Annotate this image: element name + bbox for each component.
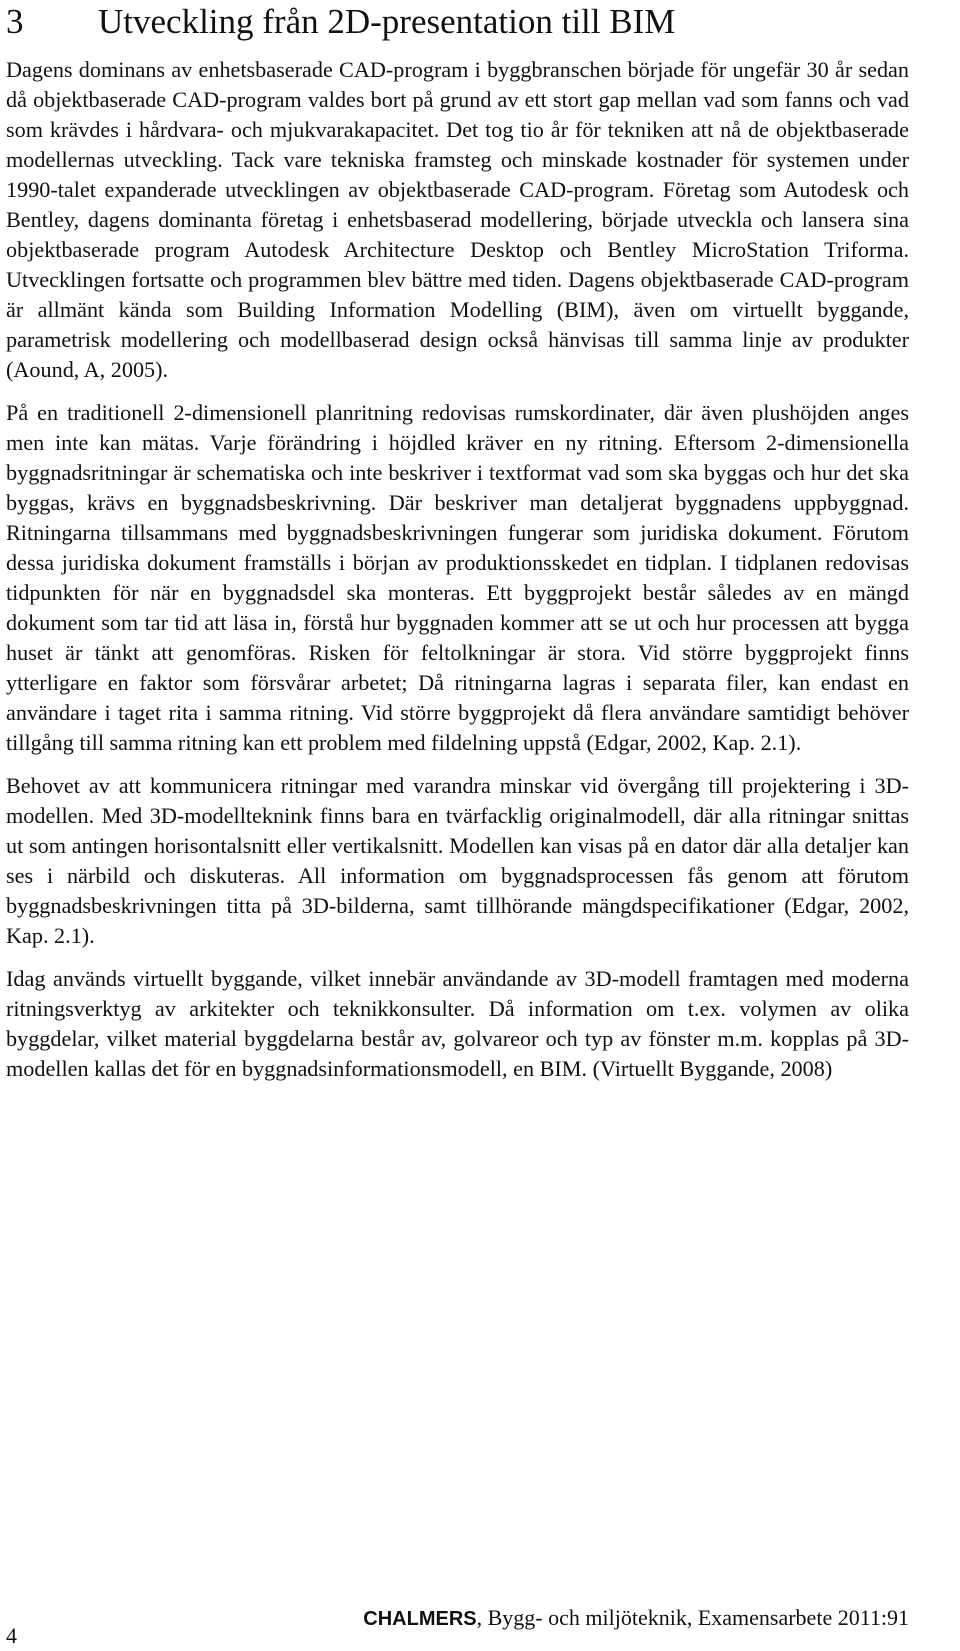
paragraph-2: På en traditionell 2-dimensionell planritning redovisas rumskordinater, där även plushöjden anges men inte kan mätas. Varje förändring i höjdled kräver en ny ritning. Eftersom 2-dimensionella byggnadsritningar är schematiska och inte beskriver i textformat vad som ska byggas och hur det ska byggas, krävs en byggnadsbeskrivning. Där beskriver man detaljerat byggnadens uppbyggnad. Ritningarna tillsammans med byggnadsbeskrivningen fungerar som juridiska dokument. Förutom dessa juridiska dokument framställs i början av produktionsskedet en tidplan. I tidplanen redovisas tidpunkten för när en byggnadsdel ska monteras. Ett byggprojekt består således av en mängd dokument som tar tid att läsa in, förstå hur byggnaden kommer att se ut och hur processen att bygga huset är tänkt att genomföras. Risken för feltolkningar är stora. Vid större byggprojekt finns ytterligare en faktor som försvårar arbetet; Då ritningarna lagras i separata filer, kan endast en användare i taget rita i samma ritning. Vid större byggprojekt då flera användare samtidigt behöver tillgång till samma ritning kan ett problem med fildelning uppstå (Edgar, 2002, Kap. 2.1).: [6, 400, 909, 755]
footer-brand: CHALMERS: [363, 1608, 477, 1630]
page-number: 4: [6, 1623, 17, 1648]
paragraph-1: Dagens dominans av enhetsbaserade CAD-program i byggbranschen började för ungefär 30 år sedan då objektbaserade CAD-program valdes bort på grund av ett stort gap mellan vad som fanns och vad som krävdes i hårdvara- och mjukvarakapacitet. Det tog tio år för tekniken att nå de objektbaserade modellernas utveckling. Tack vare tekniska framsteg och minskade kostnader för systemen under 1990-talet expanderade utvecklingen av objektbaserade CAD-program. Företag som Autodesk och Bentley, dagens dominanta företag i enhetsbaserad modellering, började utveckla och lansera sina objektbaserade program Autodesk Architecture Desktop och Bentley MicroStation Triforma. Utvecklingen fortsatte och programmen blev bättre med tiden. Dagens objektbaserade CAD-program är allmänt kända som Building Information Modelling (BIM), även om virtuellt byggande, parametrisk modellering och modellbaserad design också hänvisas till samma linje av produkter (Aound, A, 2005).: [6, 57, 909, 382]
paragraph-3: Behovet av att kommunicera ritningar med varandra minskar vid övergång till projektering i 3D-modellen. Med 3D-modellteknink finns bara en tvärfacklig originalmodell, där alla ritningar snittas ut som antingen horisontalsnitt eller vertikalsnitt. Modellen kan visas på en dator där alla detaljer kan ses i närbild och diskuteras. All information om byggnadsprocessen fås genom att förutom byggnadsbeskrivningen titta på 3D-bilderna, samt tillhörande mängdspecifikationer (Edgar, 2002, Kap. 2.1).: [6, 773, 909, 948]
chapter-number: 3: [6, 2, 24, 41]
chapter-heading: [6, 0, 675, 44]
footer-citation: , Bygg- och miljöteknik, Examensarbete 2011:91: [476, 1605, 909, 1630]
page-footer: [6, 1605, 909, 1651]
footer-citation-line: [363, 1605, 909, 1632]
paragraph-4: Idag används virtuellt byggande, vilket innebär användande av 3D-modell framtagen med moderna ritningsverktyg av arkitekter och teknikkonsulter. Då information om t.ex. volymen av olika byggdelar, vilket material byggdelarna består av, golvareor och typ av fönster m.m. kopplas på 3D-modellen kallas det för en byggnadsinformationsmodell, en BIM. (Virtuellt Byggande, 2008): [6, 966, 909, 1081]
body-text: [6, 55, 909, 1097]
chapter-title: Utveckling från 2D-presentation till BIM: [98, 2, 676, 41]
